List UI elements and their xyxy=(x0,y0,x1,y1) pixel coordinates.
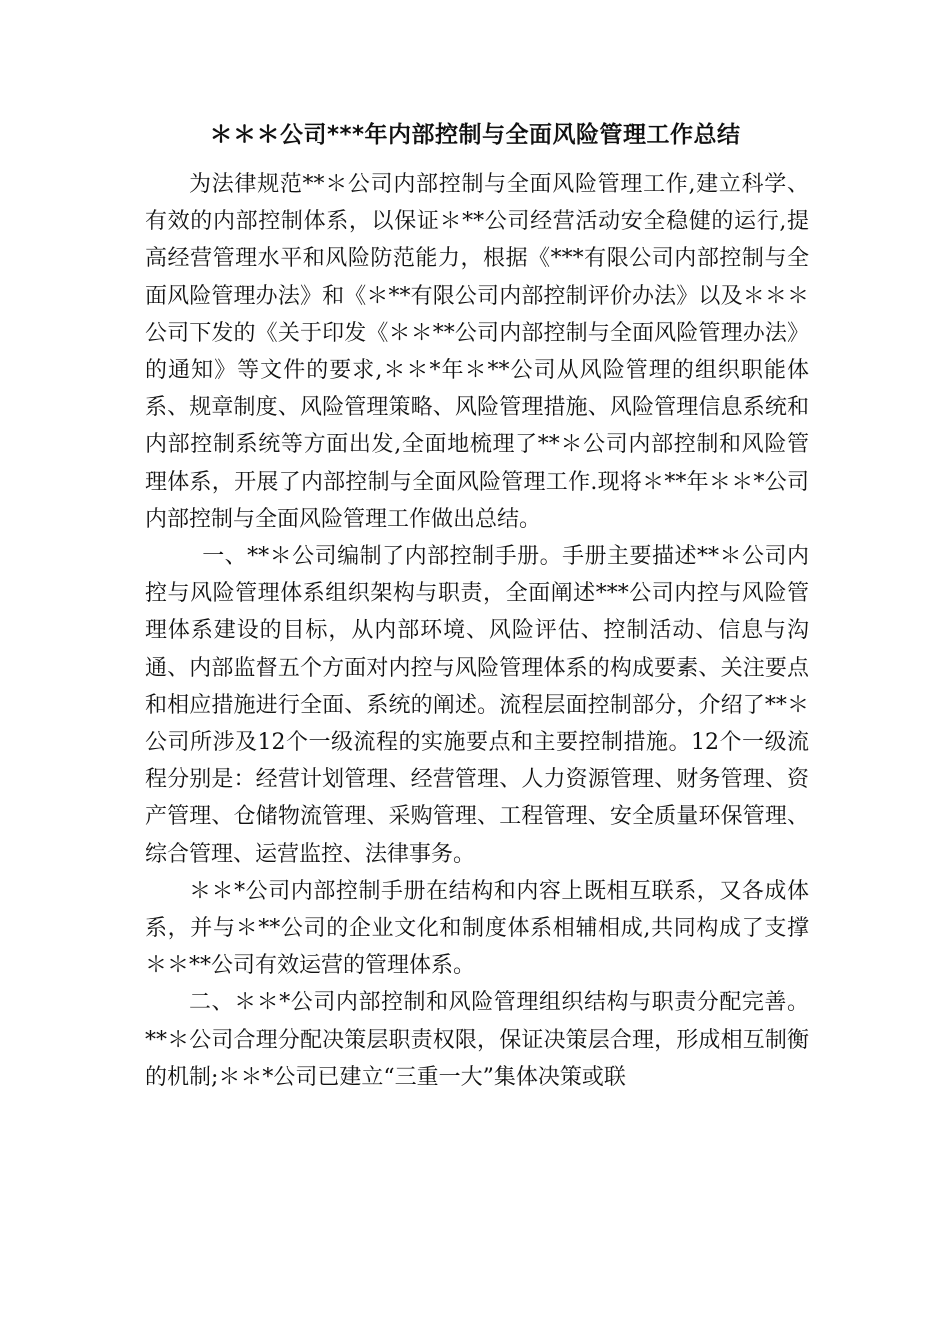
document-body xyxy=(145,166,809,1096)
paragraph-section-1: 一、**＊公司编制了内部控制手册。手册主要描述**＊公司内控与风险管理体系组织架构与职责，全面阐述***公司内控与风险管理体系建设的目标，从内部环境、风险评估、控制活动、信息与沟通、内部监督五个方面对内控与风险管理体系的构成要素、关注要点和相应措施进行全面、系统的阐述。流程层面控制部分，介绍了**＊公司所涉及12个一级流程的实施要点和主要控制措施。12个一级流程分别是：经营计划管理、经营管理、人力资源管理、财务管理、资产管理、仓储物流管理、采购管理、工程管理、安全质量环保管理、综合管理、运营监控、法律事务。 xyxy=(145,544,809,867)
paragraph-section-2: 二、＊＊*公司内部控制和风险管理组织结构与职责分配完善。**＊公司合理分配决策层职责权限，保证决策层合理，形成相互制衡的机制;＊＊*公司已建立“三重一大”集体决策或联 xyxy=(145,990,809,1090)
document-title: ＊＊＊公司***年内部控制与全面风险管理工作总结 xyxy=(209,122,741,148)
paragraph-intro: 为法律规范**＊公司内部控制与全面风险管理工作,建立科学、有效的内部控制体系，以保证＊**公司经营活动安全稳健的运行,提高经营管理水平和风险防范能力，根据《***有限公司内部控制与全面风险管理办法》和《＊**有限公司内部控制评价办法》以及＊＊＊公司下发的《关于印发《＊＊**公司内部控制与全面风险管理办法》的通知》等文件的要求,＊＊*年＊**公司从风险管理的组织职能体系、规章制度、风险管理策略、风险管理措施、风险管理信息系统和内部控制系统等方面出发,全面地梳理了**＊公司内部控制和风险管理体系，开展了内部控制与全面风险管理工作.现将＊**年＊＊*公司内部控制与全面风险管理工作做出总结。 xyxy=(145,172,809,532)
paragraph-section-1-summary: ＊＊*公司内部控制手册在结构和内容上既相互联系，又各成体系，并与＊**公司的企业文化和制度体系相辅相成,共同构成了支撑＊＊**公司有效运营的管理体系。 xyxy=(145,878,809,979)
